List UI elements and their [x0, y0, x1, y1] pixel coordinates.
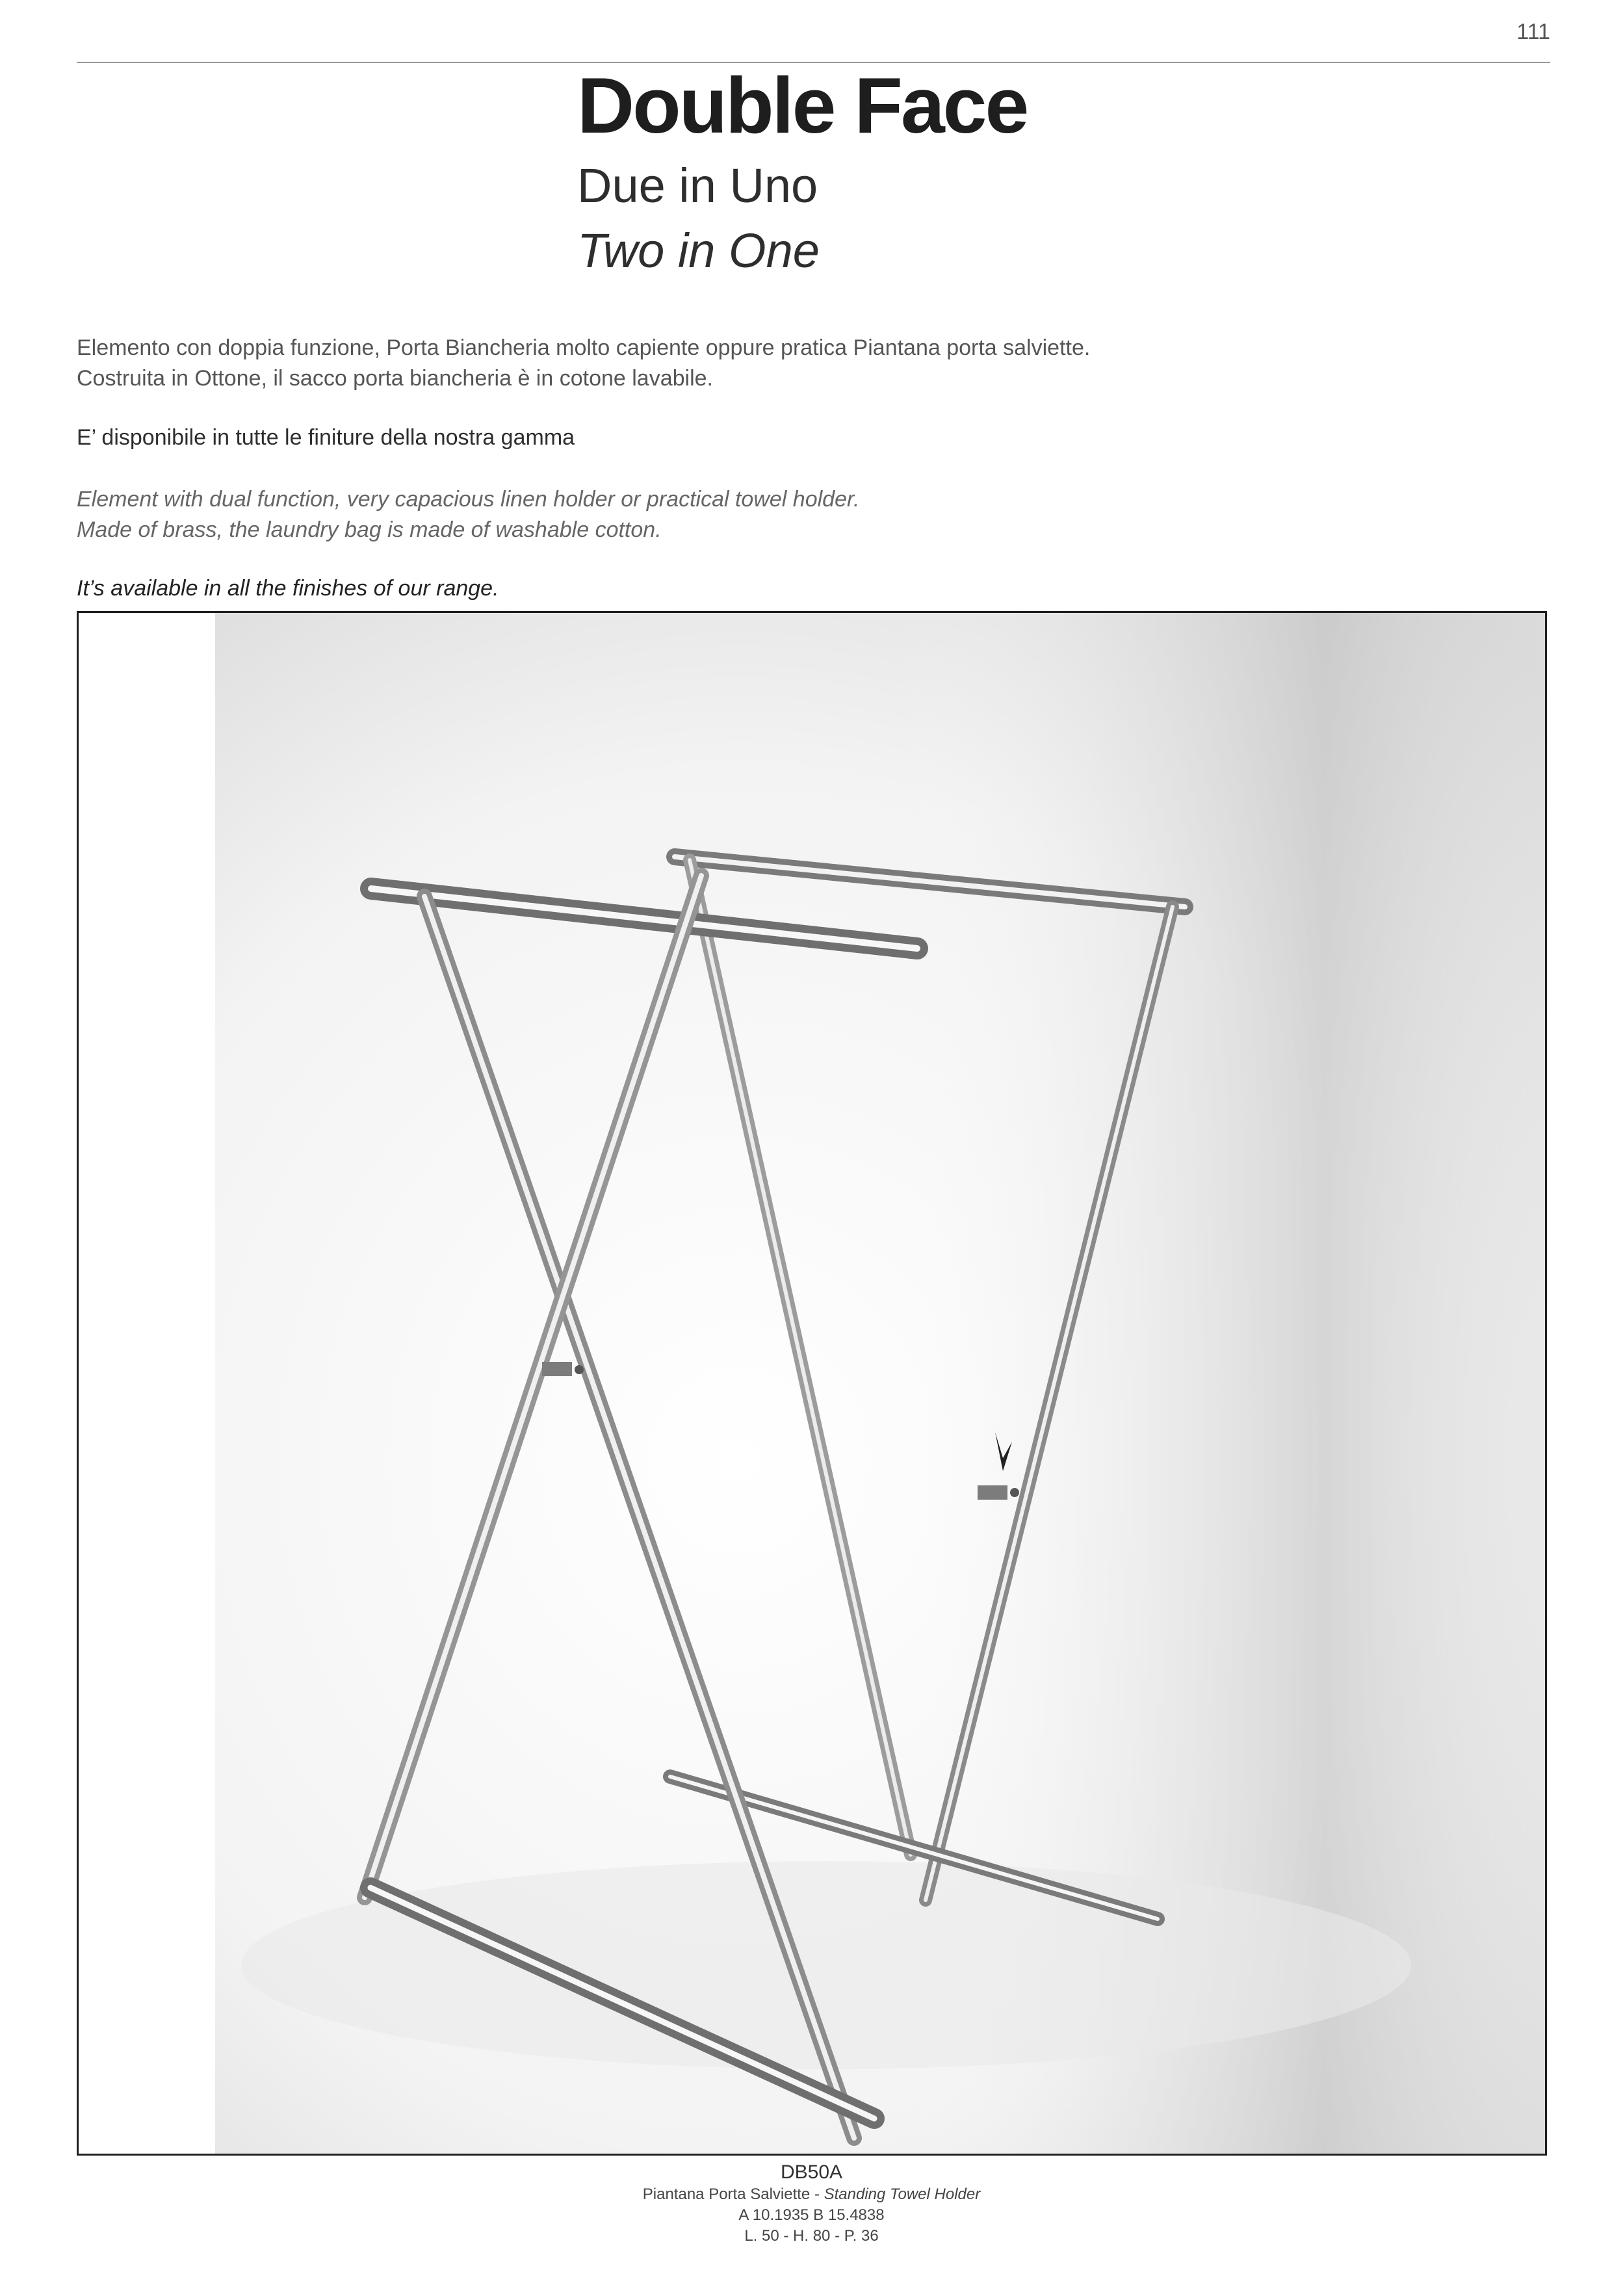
product-code: DB50A: [780, 2161, 843, 2183]
title-block: [577, 60, 1027, 283]
description-english-line-2: Made of brass, the laundry bag is made of washable cotton.: [77, 517, 662, 542]
towel-stand-illustration: [79, 613, 1545, 2154]
description-english: [77, 484, 860, 545]
availability-italian: [77, 423, 575, 453]
subtitle-english: Two in One: [577, 224, 820, 278]
page-number: 111: [1516, 20, 1550, 44]
product-name-separator: -: [810, 2185, 824, 2203]
description-italian-line-2: Costruita in Ottone, il sacco porta biancheria è in cotone lavabile.: [77, 366, 713, 391]
availability-italian-text: E’ disponibile in tutte le finiture della nostra gamma: [77, 425, 575, 450]
description-italian: [77, 333, 1090, 394]
description-italian-line-1: Elemento con doppia funzione, Porta Biancheria molto capiente oppure pratica Piantana porta salviette.: [77, 335, 1091, 360]
product-name-english: Standing Towel Holder: [824, 2185, 981, 2203]
product-name: [0, 2184, 1623, 2205]
product-finish-codes: A 10.1935 B 15.4838: [738, 2206, 885, 2224]
page-title: Double Face: [577, 61, 1028, 150]
description-english-line-1: Element with dual function, very capacious linen holder or practical towel holder.: [77, 487, 860, 512]
availability-english-text: It’s available in all the finishes of our range.: [77, 576, 499, 601]
availability-english: [77, 573, 499, 604]
subtitle-italian: Due in Uno: [577, 159, 818, 213]
product-dimensions: L. 50 - H. 80 - P. 36: [744, 2227, 879, 2245]
product-name-italian: Piantana Porta Salviette: [642, 2185, 811, 2203]
product-caption: [0, 2161, 1623, 2247]
product-photo: [77, 611, 1547, 2156]
